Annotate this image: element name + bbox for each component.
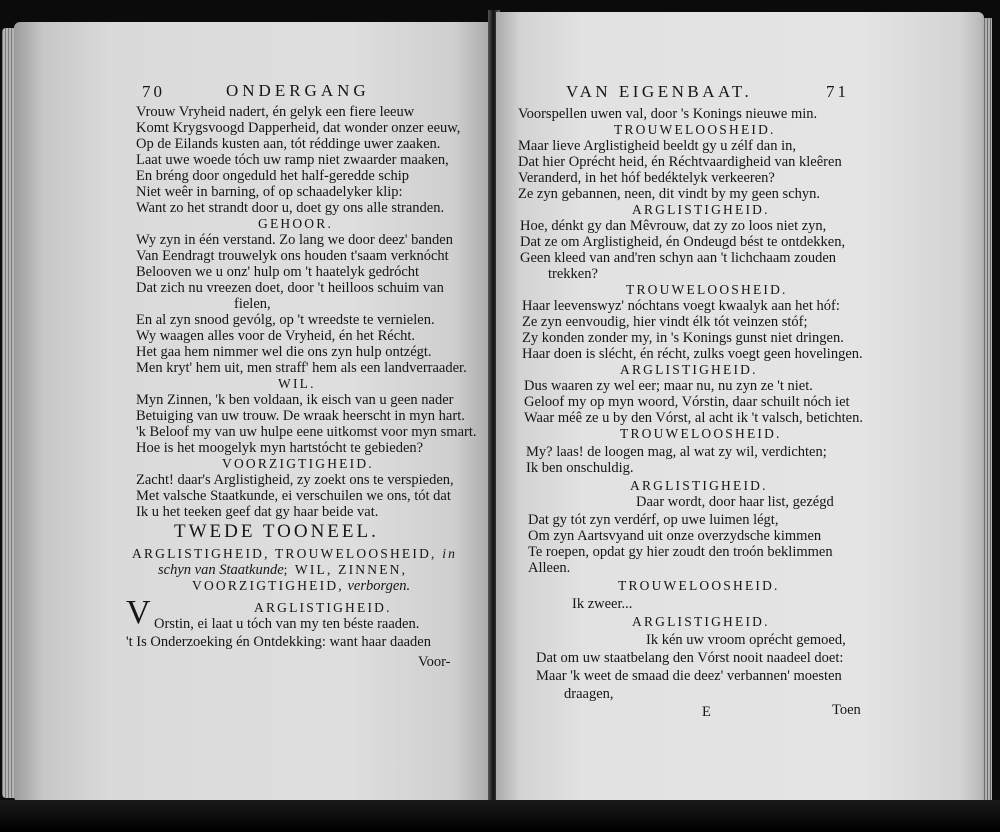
verse-line: Dat hier Oprécht heid, én Réchtvaardigheid van kleêren	[518, 154, 842, 170]
table-shadow	[0, 800, 1000, 832]
verse-line: 'k Beloof my van uw hulpe eene uitkomst voor myn smart.	[136, 424, 477, 440]
cast-names: ; WIL, ZINNEN,	[283, 562, 408, 577]
catchword: Voor-	[418, 654, 451, 670]
catchword: Toen	[832, 702, 861, 718]
verse-line: 't Is Onderzoeking én Ontdekking: want haar daaden	[126, 634, 431, 650]
verse-line: Wy zyn in één verstand. Zo lang we door deez' banden	[136, 232, 453, 248]
verse-line: Ze zyn eenvoudig, hier vindt élk tót veinzen stóf;	[522, 314, 808, 330]
verse-line: Op de Eilands kusten aan, tót réddinge uwer zaaken.	[136, 136, 441, 152]
cast-note: in	[442, 546, 458, 561]
verse-line: Veranderd, in het hóf bedéktelyk verkeeren?	[518, 170, 775, 186]
verse-line: Haar leevenswyz' nóchtans voegt kwaalyk aan het hóf:	[522, 298, 840, 314]
right-page-edges	[982, 18, 992, 802]
verse-line: Hoe, dénkt gy dan Mêvrouw, dat zy zo loos niet zyn,	[520, 218, 827, 234]
verse-line: Niet weêr in barning, of op schaadelyker klip:	[136, 184, 403, 200]
verse-line: trekken?	[548, 266, 598, 282]
verse-line: Dat gy tót zyn verdérf, op uwe luimen légt,	[528, 512, 779, 528]
verse-line: Van Eendragt trouwelyk ons houden t'saam verknócht	[136, 248, 449, 264]
drop-cap: V	[126, 594, 151, 631]
verse-line: Hoe is het moogelyk myn hartstócht te gebieden?	[136, 440, 424, 456]
verse-line: fielen,	[234, 296, 271, 312]
verse-line: Het gaa hem nimmer wel die ons zyn hulp ontzégt.	[136, 344, 432, 360]
verse-line: Dat zich nu vreezen doet, door 't heilloos schuim van	[136, 280, 444, 296]
signature-mark: E	[702, 704, 711, 720]
cast-line	[192, 578, 410, 594]
cast-names: ARGLISTIGHEID, TROUWELOOSHEID,	[132, 546, 437, 561]
speaker-heading: ARGLISTIGHEID.	[632, 202, 770, 217]
verse-line: Zacht! daar's Arglistigheid, zy zoekt ons te verspieden,	[136, 472, 454, 488]
verse-line: Haar doen is slécht, én récht, zulks voegt geen hovelingen.	[522, 346, 863, 362]
verse-line: Maar lieve Arglistigheid beeldt gy u zélf dan in,	[518, 138, 796, 154]
verse-line: Wy waagen alles voor de Vryheid, én het Récht.	[136, 328, 416, 344]
verse-line: Dus waaren zy wel eer; maar nu, nu zyn ze 't niet.	[524, 378, 813, 394]
verse-line: Ze zyn gebannen, neen, dit vindt by my geen schyn.	[518, 186, 821, 202]
verse-line: Myn Zinnen, 'k ben voldaan, ik eisch van u geen nader	[136, 392, 454, 408]
verse-line: Dat ze om Arglistigheid, én Ondeugd bést te ontdekken,	[520, 234, 846, 250]
verse-line: Ik zweer...	[572, 596, 633, 612]
verse-line: En al zyn snood gevólg, op 't wreedste te vernielen.	[136, 312, 435, 328]
cast-line	[158, 562, 407, 578]
verse-line: Belooven we u onz' hulp om 't haatelyk gedrócht	[136, 264, 420, 280]
verse-line: Ik ben onschuldig.	[526, 460, 634, 476]
right-page	[496, 12, 984, 808]
left-running-head: ONDERGANG	[226, 81, 370, 100]
speaker-heading: TROUWELOOSHEID.	[618, 578, 780, 593]
verse-line: Laat uwe woede tóch uw ramp niet zwaarder maaken,	[136, 152, 449, 168]
verse-line: Geen kleed van and'ren schyn aan 't lichchaam zouden	[520, 250, 837, 266]
verse-line: draagen,	[564, 686, 614, 702]
verse-line: Men kryt' hem uit, men straff' hem als een landverraader.	[136, 360, 467, 376]
verse-line: Maar 'k weet de smaad die deez' verbannen' moesten	[536, 668, 842, 684]
speaker-heading: ARGLISTIGHEID.	[620, 362, 758, 377]
speaker-heading: ARGLISTIGHEID.	[254, 600, 392, 615]
verse-line: Voorspellen uwen val, door 's Konings nieuwe min.	[518, 106, 818, 122]
verse-line: Ik u het teeken geef dat gy haar beide vat.	[136, 504, 379, 520]
speaker-heading: ARGLISTIGHEID.	[632, 614, 770, 629]
verse-line: Orstin, ei laat u tóch van my ten béste raaden.	[154, 616, 420, 632]
cast-line	[132, 546, 457, 562]
verse-line: Vrouw Vryheid nadert, én gelyk een fiere leeuw	[136, 104, 415, 120]
speaker-heading: GEHOOR.	[258, 216, 334, 231]
speaker-heading: VOORZIGTIGHEID.	[222, 456, 374, 471]
left-page-number: 70	[142, 82, 165, 101]
verse-line: Alleen.	[528, 560, 571, 576]
right-running-head: VAN EIGENBAAT.	[566, 82, 753, 101]
verse-line: Zy konden zonder my, in 's Konings gunst niet dringen.	[522, 330, 844, 346]
left-page	[14, 22, 492, 804]
verse-line: Geloof my op myn woord, Vórstin, daar schuilt nóch iet	[524, 394, 850, 410]
cast-note: verborgen.	[347, 578, 411, 594]
verse-line: Waar méê ze u by den Vórst, al acht ik 't valsch, betichten.	[524, 410, 863, 426]
verse-line: En bréng door ongeduld het half-geredde schip	[136, 168, 409, 184]
speaker-heading: TROUWELOOSHEID.	[614, 122, 776, 137]
right-page-number: 71	[826, 82, 849, 101]
cast-note: schyn van Staatkunde	[158, 562, 284, 578]
verse-line: Betuiging van uw trouw. De wraak heerscht in myn hart.	[136, 408, 465, 424]
speaker-heading: TROUWELOOSHEID.	[626, 282, 788, 297]
verse-line: Met valsche Staatkunde, ei verschuilen we ons, tót dat	[136, 488, 451, 504]
verse-line: Ik kén uw vroom oprécht gemoed,	[646, 632, 846, 648]
verse-line: Dat om uw staatbelang den Vórst nooit naadeel doet:	[536, 650, 844, 666]
verse-line: Want zo het strandt door u, doet gy ons alle stranden.	[136, 200, 445, 216]
speaker-heading: WIL.	[278, 376, 316, 391]
verse-line: Daar wordt, door haar list, gezégd	[636, 494, 834, 510]
cast-names: VOORZIGTIGHEID,	[192, 578, 344, 593]
verse-line: Te roepen, opdat gy hier zoudt den troón beklimmen	[528, 544, 833, 560]
speaker-heading: TROUWELOOSHEID.	[620, 426, 782, 441]
verse-line: My? laas! de loogen mag, al wat zy wil, verdichten;	[526, 444, 827, 460]
speaker-heading: ARGLISTIGHEID.	[630, 478, 768, 493]
scene-title: TWEDE TOONEEL.	[174, 521, 379, 542]
verse-line: Om zyn Aartsvyand uit onze overzydsche kimmen	[528, 528, 822, 544]
verse-line: Komt Krygsvoogd Dapperheid, dat wonder onzer eeuw,	[136, 120, 461, 136]
